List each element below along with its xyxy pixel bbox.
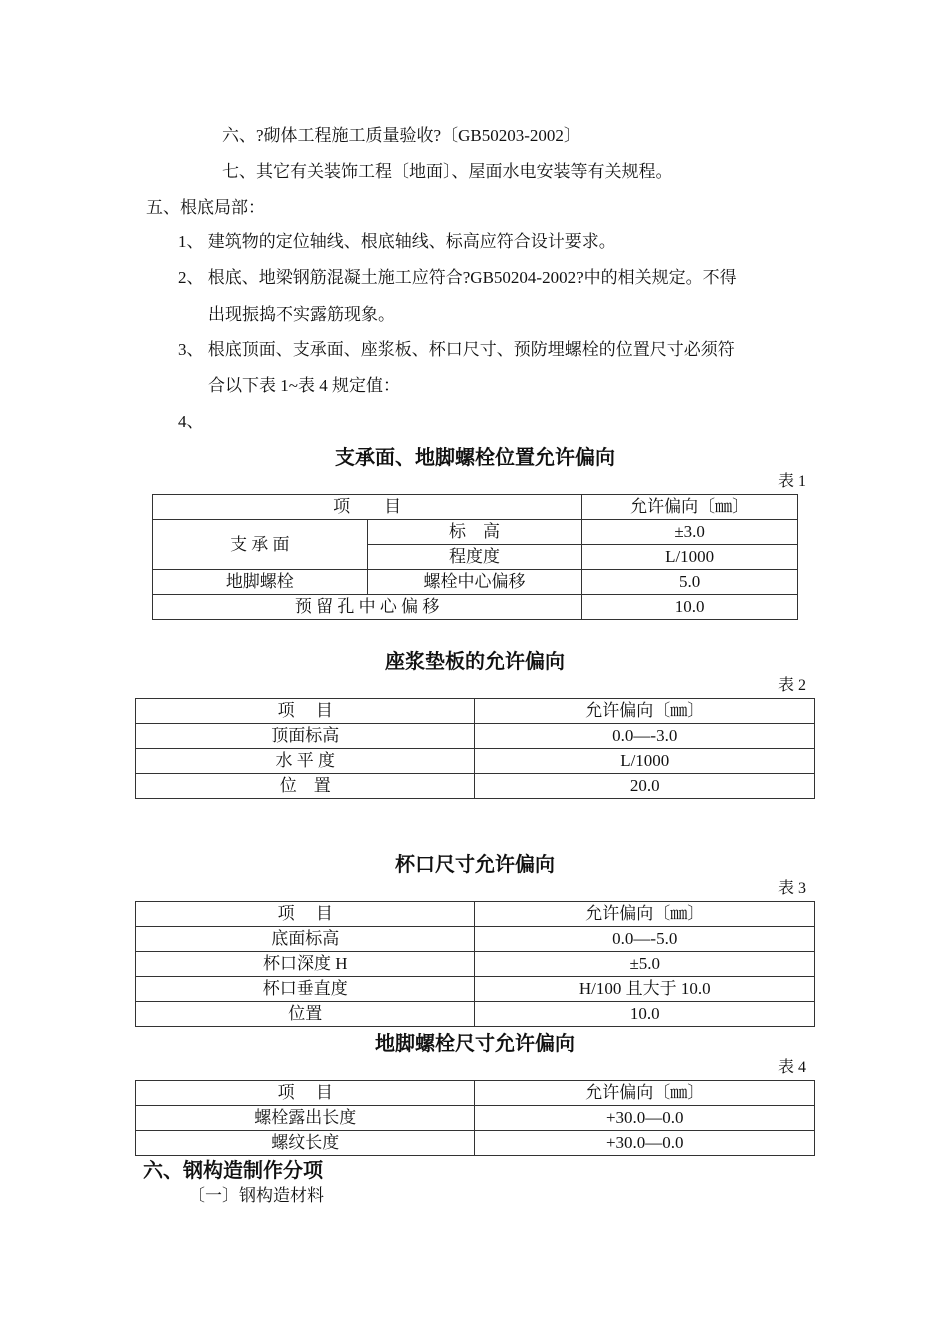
cell-item: 位置 (136, 1002, 475, 1027)
header-item: 项 目 (136, 902, 475, 927)
cell-item: 底面标高 (136, 927, 475, 952)
cell-item: 顶面标高 (136, 724, 475, 749)
cell-value: 0.0—-3.0 (475, 724, 815, 749)
cell-item: 螺栓露出长度 (136, 1106, 475, 1131)
cell-item: 位 置 (136, 774, 475, 799)
cell-support-surface: 支 承 面 (153, 520, 368, 570)
table1 (152, 494, 798, 620)
table-row (136, 774, 815, 799)
header-deviation: 允许偏向〔㎜〕 (475, 699, 815, 724)
cell-bolt-center: 螺栓中心偏移 (367, 570, 582, 595)
table1-title: 支承面、地脚螺栓位置允许偏向 (335, 445, 615, 469)
cell-levelness: 程度度 (367, 545, 582, 570)
table-row (153, 570, 798, 595)
section-6-heading: 六、钢构造制作分项 (143, 1158, 323, 1182)
table-row (136, 927, 815, 952)
cell-value: H/100 且大于 10.0 (475, 977, 815, 1002)
cell-levelness-value: L/1000 (582, 545, 798, 570)
table4 (135, 1080, 815, 1156)
cell-value: +30.0—0.0 (475, 1106, 815, 1131)
table-row (136, 724, 815, 749)
table-row (136, 699, 815, 724)
cell-item: 杯口垂直度 (136, 977, 475, 1002)
table4-tag: 表 4 (778, 1059, 807, 1076)
table1-tag: 表 1 (778, 473, 807, 490)
table3 (135, 901, 815, 1027)
cell-elevation-value: ±3.0 (582, 520, 798, 545)
cell-item: 螺纹长度 (136, 1131, 475, 1156)
table2 (135, 698, 815, 799)
cell-value: 20.0 (475, 774, 815, 799)
section-6-subheading: 〔一〕钢构造材料 (188, 1186, 324, 1205)
table-row (136, 1131, 815, 1156)
cell-bolt-value: 5.0 (582, 570, 798, 595)
cell-anchor-bolt: 地脚螺栓 (153, 570, 368, 595)
header-deviation: 允许偏向〔㎜〕 (475, 902, 815, 927)
table-row (153, 520, 798, 545)
table-row (153, 595, 798, 620)
cell-item: 水 平 度 (136, 749, 475, 774)
table3-title: 杯口尺寸允许偏向 (395, 852, 555, 876)
cell-item: 杯口深度 H (136, 952, 475, 977)
standard-item-6: 六、?砌体工程施工质量验收?〔GB50203-2002〕 (222, 126, 581, 145)
foundation-item-3: 3、 根底顶面、支承面、座浆板、杯口尺寸、预防埋螺栓的位置尺寸必须符 (178, 340, 735, 359)
table-row (136, 749, 815, 774)
table-row (136, 902, 815, 927)
table2-tag: 表 2 (778, 677, 807, 694)
cell-hole-value: 10.0 (582, 595, 798, 620)
foundation-item-2-cont: 出现振捣不实露筋现象。 (208, 305, 395, 324)
table3-tag: 表 3 (778, 880, 807, 897)
cell-value: 0.0—-5.0 (475, 927, 815, 952)
table-row (136, 977, 815, 1002)
cell-value: +30.0—0.0 (475, 1131, 815, 1156)
table-row (153, 495, 798, 520)
header-item: 项 目 (153, 495, 582, 520)
header-deviation: 允许偏向〔㎜〕 (475, 1081, 815, 1106)
standard-item-7: 七、其它有关装饰工程〔地面〕、屋面水电安装等有关规程。 (222, 162, 673, 181)
cell-reserved-hole: 预 留 孔 中 心 偏 移 (153, 595, 582, 620)
cell-value: ±5.0 (475, 952, 815, 977)
table-row (136, 952, 815, 977)
table-row (136, 1002, 815, 1027)
section-5-heading: 五、根底局部： (146, 198, 265, 217)
foundation-item-2: 2、 根底、地梁钢筋混凝土施工应符合?GB50204-2002?中的相关规定。不得 (178, 268, 737, 287)
foundation-item-1: 1、 建筑物的定位轴线、根底轴线、标高应符合设计要求。 (178, 232, 616, 251)
table-row (136, 1081, 815, 1106)
table2-title: 座浆垫板的允许偏向 (385, 649, 565, 673)
header-deviation: 允许偏向〔㎜〕 (582, 495, 798, 520)
foundation-item-4: 4、 (178, 412, 204, 431)
table4-title: 地脚螺栓尺寸允许偏向 (375, 1031, 575, 1055)
header-item: 项 目 (136, 1081, 475, 1106)
cell-value: 10.0 (475, 1002, 815, 1027)
cell-value: L/1000 (475, 749, 815, 774)
foundation-item-3-cont: 合以下表 1~表 4 规定值： (208, 376, 400, 395)
table-row (136, 1106, 815, 1131)
cell-elevation: 标 高 (367, 520, 582, 545)
header-item: 项 目 (136, 699, 475, 724)
